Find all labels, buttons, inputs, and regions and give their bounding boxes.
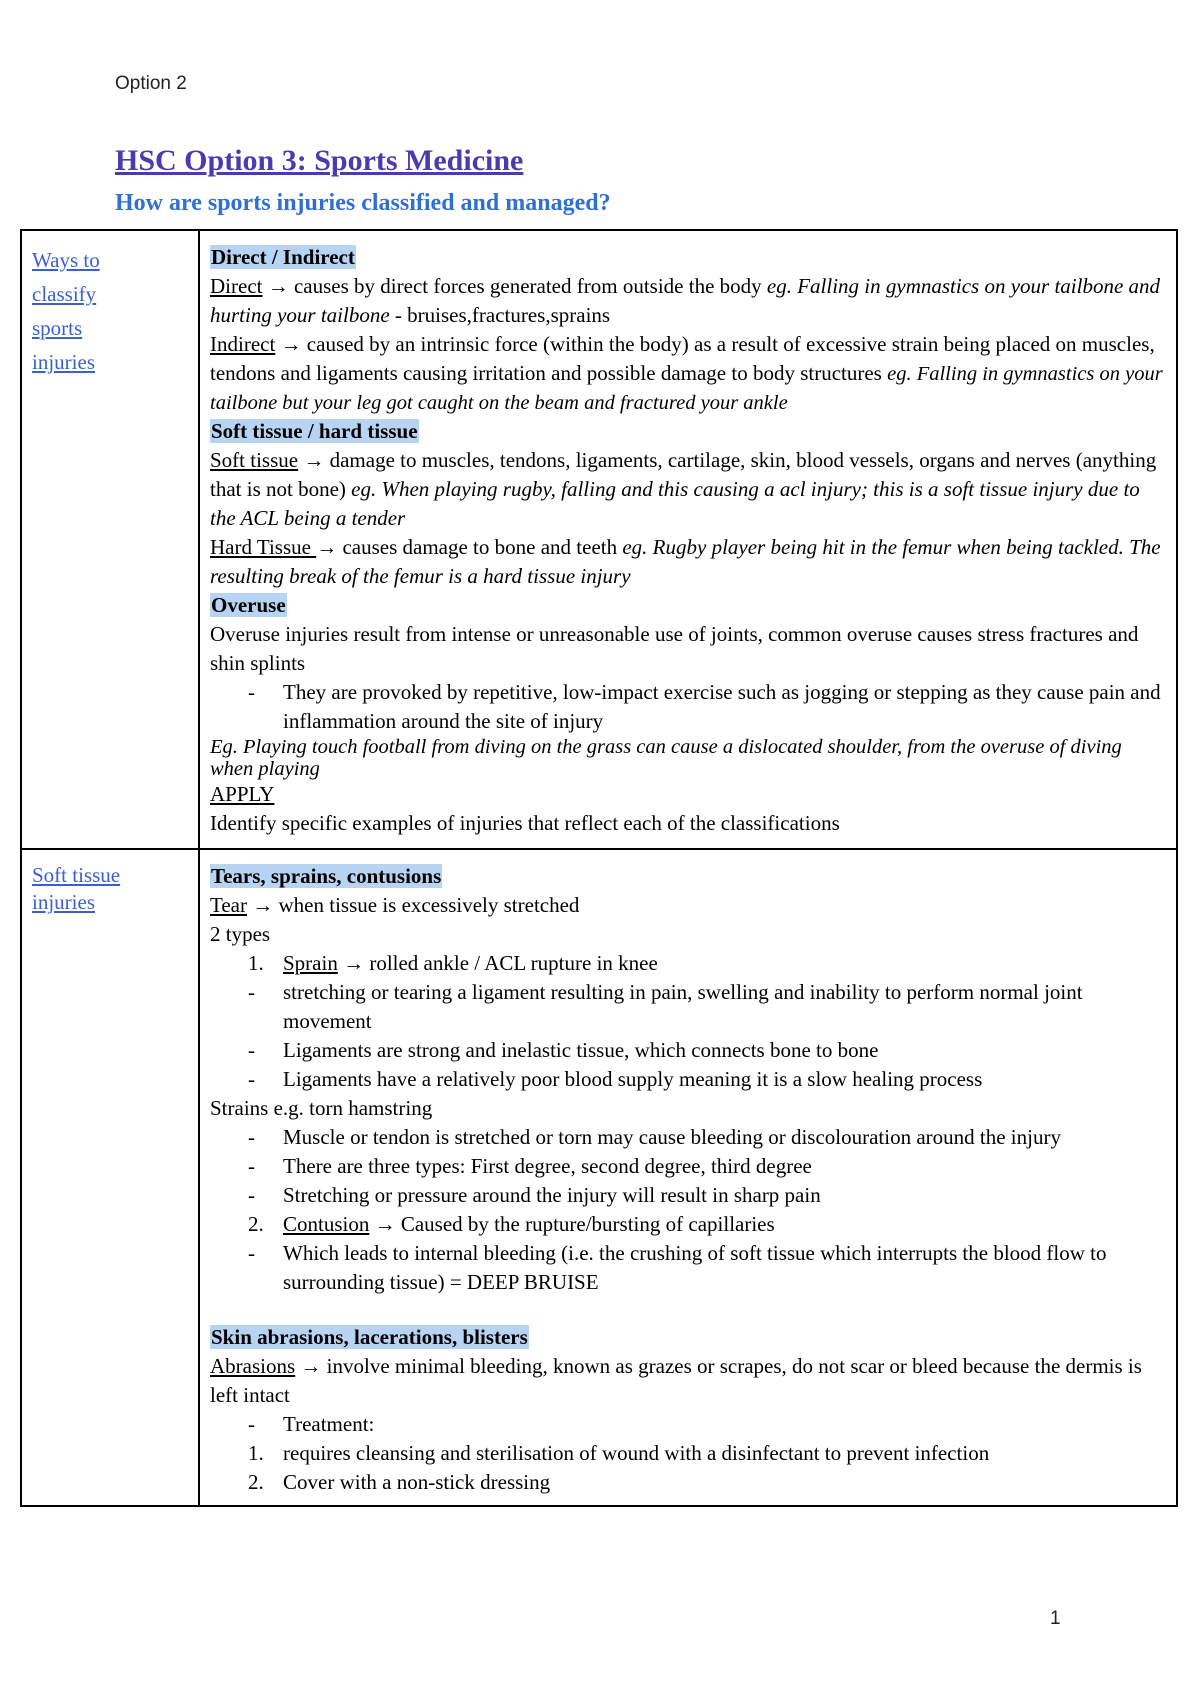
list-item-text: Muscle or tendon is stretched or torn may cause bleeding or discolouration around the injury [283,1125,1061,1149]
side-label-line[interactable]: classify [32,282,97,306]
term: Tear [210,893,247,917]
list-item [210,1152,1166,1181]
definition: → rolled ankle / ACL rupture in knee [337,951,658,975]
list-item [210,1439,1166,1468]
definition: - bruises,fractures,sprains [389,303,611,327]
example: eg. Falling in gymnastics on your tailbone but your leg got caught on the beam and fractured your ankle [210,363,1163,414]
content-cell [199,849,1177,1506]
term: Indirect [210,332,276,356]
side-label-line[interactable]: injuries [32,890,95,914]
list-item-text: There are three types: First degree, second degree, third degree [283,1154,812,1178]
list-number: 2. [248,1470,264,1494]
page-header: Option 2 [115,73,187,94]
paragraph [210,1352,1166,1410]
example: eg. Falling in gymnastics on your tailbone and hurting your tailbone [210,274,1161,327]
section-heading: Overuse [211,593,286,617]
side-label-line[interactable]: Soft tissue [32,863,121,887]
term: Contusion [283,1212,370,1236]
definition: → caused by an intrinsic force (within the body) as a result of excessive strain being placed on muscles, tendons and ligaments causing irritation and possible damage to body structures [210,332,1155,385]
list-item [210,1210,1166,1239]
definition: → damage to muscles, tendons, ligaments, cartilage, skin, blood vessels, organs and nerves (anything that is not bone) [210,448,1157,501]
bullet-marker: - [248,980,255,1004]
list-item [210,978,1166,1036]
apply-label: APPLY [210,782,275,806]
list-item-text: Treatment: [283,1412,375,1436]
list-item [210,678,1166,736]
side-label-cell [21,849,199,1506]
bullet-marker: - [248,1154,255,1178]
paragraph: Identify specific examples of injuries that reflect each of the classifications [210,811,840,835]
term: Hard Tissue [210,535,317,559]
list-item [210,949,1166,978]
table-row [21,849,1177,1506]
bullet-marker: - [248,1067,255,1091]
table-row [21,230,1177,849]
list-item-text: They are provoked by repetitive, low-impact exercise such as jogging or stepping as they cause pain and inflammation around the site of injury [283,680,1161,733]
bullet-marker: - [248,1412,255,1436]
page-subtitle: How are sports injuries classified and managed? [115,190,611,216]
paragraph [210,446,1166,533]
paragraph: 2 types [210,922,271,946]
list-item [210,1468,1166,1497]
list-item-text: requires cleansing and sterilisation of wound with a disinfectant to prevent infection [283,1441,990,1465]
bullet-marker: - [248,1125,255,1149]
list-item-text: stretching or tearing a ligament resulting in pain, swelling and inability to perform normal joint movement [283,980,1083,1033]
definition: → Caused by the rupture/bursting of capillaries [369,1212,775,1236]
example: eg. Rugby player being hit in the femur when being tackled. The resulting break of the femur is a hard tissue injury [210,535,1161,588]
spacer [210,1297,1166,1323]
notes-table [20,229,1178,1507]
paragraph: Strains e.g. torn hamstring [210,1096,433,1120]
side-label-line[interactable]: Ways to [32,248,100,272]
list-number: 1. [248,1441,264,1465]
bullet-marker: - [248,1241,255,1265]
term: Sprain [283,951,338,975]
list-number: 1. [248,951,264,975]
paragraph: Overuse injuries result from intense or unreasonable use of joints, common overuse causes stress fractures and shin splints [210,622,1139,675]
bullet-marker: - [248,680,255,704]
term: Abrasions [210,1354,296,1378]
list-item [210,1181,1166,1210]
paragraph [210,533,1166,591]
list-item [210,1239,1166,1297]
list-item [210,1065,1166,1094]
term: Soft tissue [210,448,299,472]
section-heading: Soft tissue / hard tissue [211,419,418,443]
paragraph [210,891,1166,920]
list-item [210,1123,1166,1152]
content-cell [199,230,1177,849]
section-heading: Tears, sprains, contusions [211,864,442,888]
list-number: 2. [248,1212,264,1236]
bullet-marker: - [248,1183,255,1207]
example: Eg. Playing touch football from diving on the grass can cause a dislocated shoulder, from the overuse of diving when playing [210,736,1122,780]
paragraph [210,272,1166,330]
list-item-text: Cover with a non-stick dressing [283,1470,551,1494]
page-title: HSC Option 3: Sports Medicine [115,144,524,177]
bullet-marker: - [248,1038,255,1062]
example: eg. When playing rugby, falling and this causing a acl injury; this is a soft tissue injury due to the ACL being a tender [210,477,1140,530]
side-label-line[interactable]: sports [32,316,83,340]
page-number: 1 [1050,1608,1061,1629]
list-item [210,1410,1166,1439]
list-item-text: Ligaments have a relatively poor blood supply meaning it is a slow healing process [283,1067,983,1091]
definition: → when tissue is excessively stretched [247,893,580,917]
list-item [210,1036,1166,1065]
list-item-text: Which leads to internal bleeding (i.e. the crushing of soft tissue which interrupts the blood flow to surrounding tissue) = DEEP BRUISE [283,1241,1107,1294]
list-item-text: Ligaments are strong and inelastic tissue, which connects bone to bone [283,1038,879,1062]
paragraph [210,330,1166,417]
term: Direct [210,274,263,298]
definition: → causes by direct forces generated from outside the body [262,274,767,298]
definition: → causes damage to bone and teeth [316,535,623,559]
list-item-text: Stretching or pressure around the injury will result in sharp pain [283,1183,821,1207]
side-label-cell [21,230,199,849]
section-heading: Skin abrasions, lacerations, blisters [211,1325,528,1349]
section-heading: Direct / Indirect [211,245,355,269]
side-label-line[interactable]: injuries [32,350,95,374]
definition: → involve minimal bleeding, known as grazes or scrapes, do not scar or bleed because the dermis is left intact [210,1354,1142,1407]
